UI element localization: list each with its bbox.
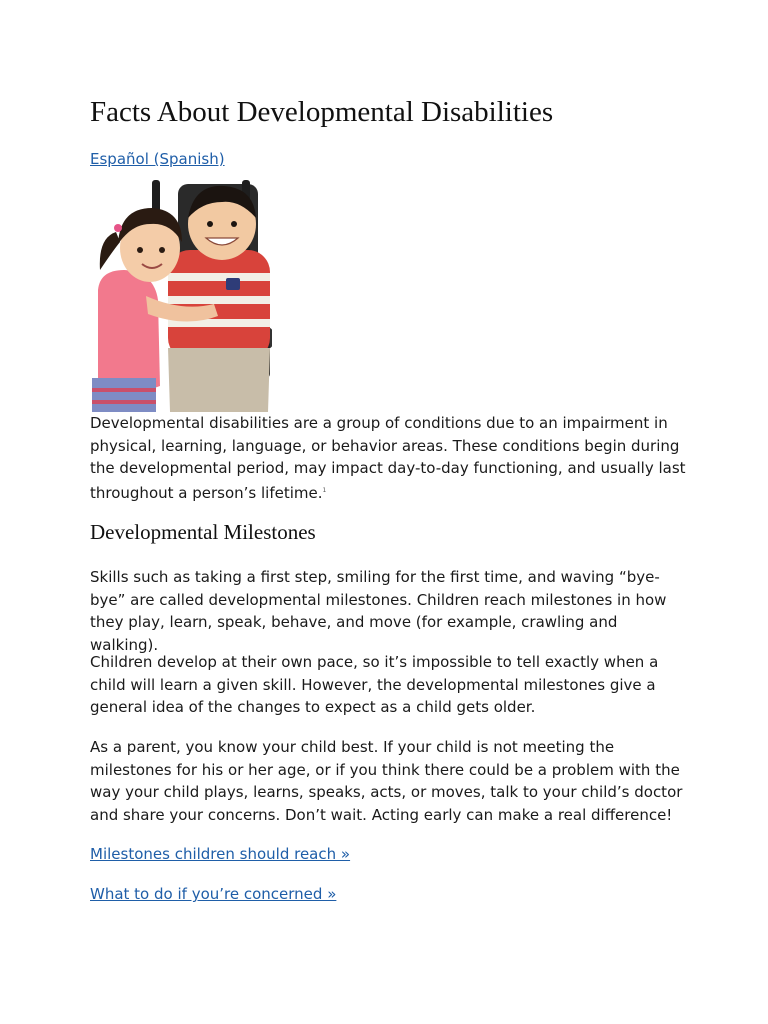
concerned-link[interactable]: What to do if you’re concerned »	[90, 885, 337, 903]
spanish-language-link[interactable]: Español (Spanish)	[90, 150, 225, 168]
milestones-paragraph-2: Children develop at their own pace, so it’s impossible to tell exactly when a child will learn a given skill. However, the developmental milestones give a general idea of the changes to expect as a child gets older.	[90, 653, 659, 716]
intro-text: Developmental disabilities are a group of conditions due to an impairment in physical, learning, language, or behavior areas. These conditions begin during the developmental period, may impact day-to-day functioning, and usually last throughout a person’s lifetime.	[90, 414, 686, 502]
section-heading: Developmental Milestones	[90, 520, 316, 544]
milestones-link[interactable]: Milestones children should reach »	[90, 845, 351, 863]
page-title: Facts About Developmental Disabilities	[90, 96, 554, 128]
intro-paragraph	[90, 412, 690, 504]
milestones-paragraph-3: As a parent, you know your child best. If your child is not meeting the milestones for his or her age, or if you think there could be a problem with the way your child plays, learns, speaks, acts, or moves, talk to your child’s doctor and share your concerns. Don’t wait. Acting early can make a real difference!	[90, 738, 683, 824]
milestones-paragraph-1: Skills such as taking a first step, smiling for the first time, and waving “bye-bye” are called developmental milestones. Children reach milestones in how they play, learn, speak, behave, and move (for example, crawling and walking).	[90, 568, 667, 654]
children-photo	[90, 178, 272, 412]
footnote-reference[interactable]: 1	[322, 486, 327, 494]
